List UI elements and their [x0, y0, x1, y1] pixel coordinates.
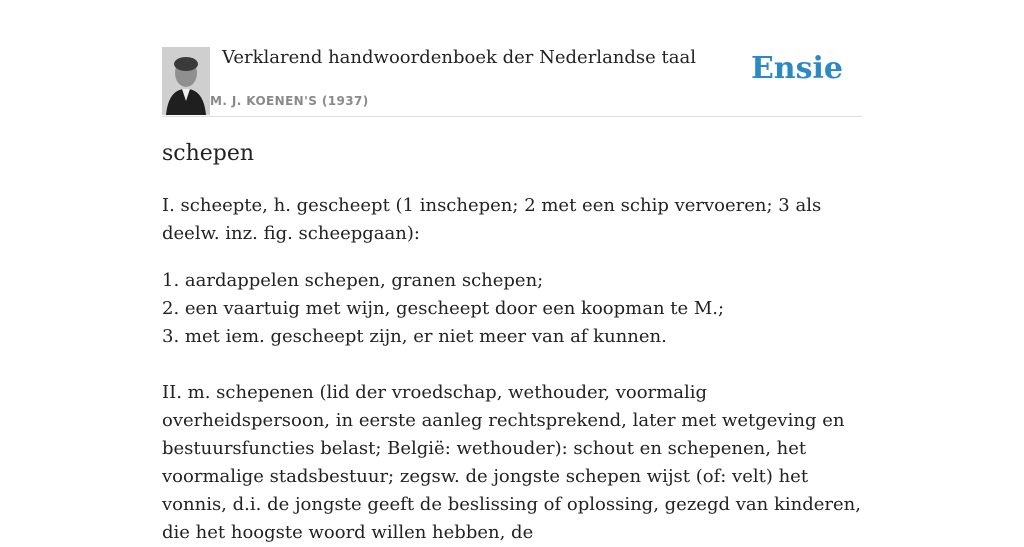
- entry-sense-two: II. m. schepenen (lid der vroedschap, wethouder, voormalig overheidspersoon, in eerste aanleg rechtsprekend, later met wetgeving en bestuursfuncties belast; België: wethouder): schout en schepenen, het voormalige stadsbestuur; zegsw. de jongste schepen wijst (of: velt) het vonnis, d.i. de jongste geeft de beslissing of oplossing, gezegd van kinderen, die het hoogste woord willen hebben, de: [162, 382, 861, 543]
- entry-headword: schepen: [162, 141, 255, 166]
- ensie-logo-link[interactable]: Ensie: [750, 51, 843, 86]
- example-item: 3. met iem. gescheept zijn, er niet meer van af kunnen.: [162, 326, 667, 347]
- book-title: Verklarend handwoordenboek der Nederlandse taal: [222, 47, 696, 68]
- author-portrait-image: [162, 47, 210, 115]
- book-header: [162, 0, 862, 117]
- entry-sense-one: I. scheepte, h. gescheept (1 inschepen; 2 met een schip vervoeren; 3 als deelw. inz. fig. scheepgaan):: [162, 195, 822, 244]
- example-item: 1. aardappelen schepen, granen schepen;: [162, 270, 544, 291]
- book-subtitle: M. J. KOENEN'S (1937): [210, 94, 369, 108]
- example-item: 2. een vaartuig met wijn, gescheept door een koopman te M.;: [162, 298, 725, 319]
- example-list: [162, 267, 862, 351]
- page: [162, 0, 862, 543]
- author-portrait-icon: [162, 47, 210, 115]
